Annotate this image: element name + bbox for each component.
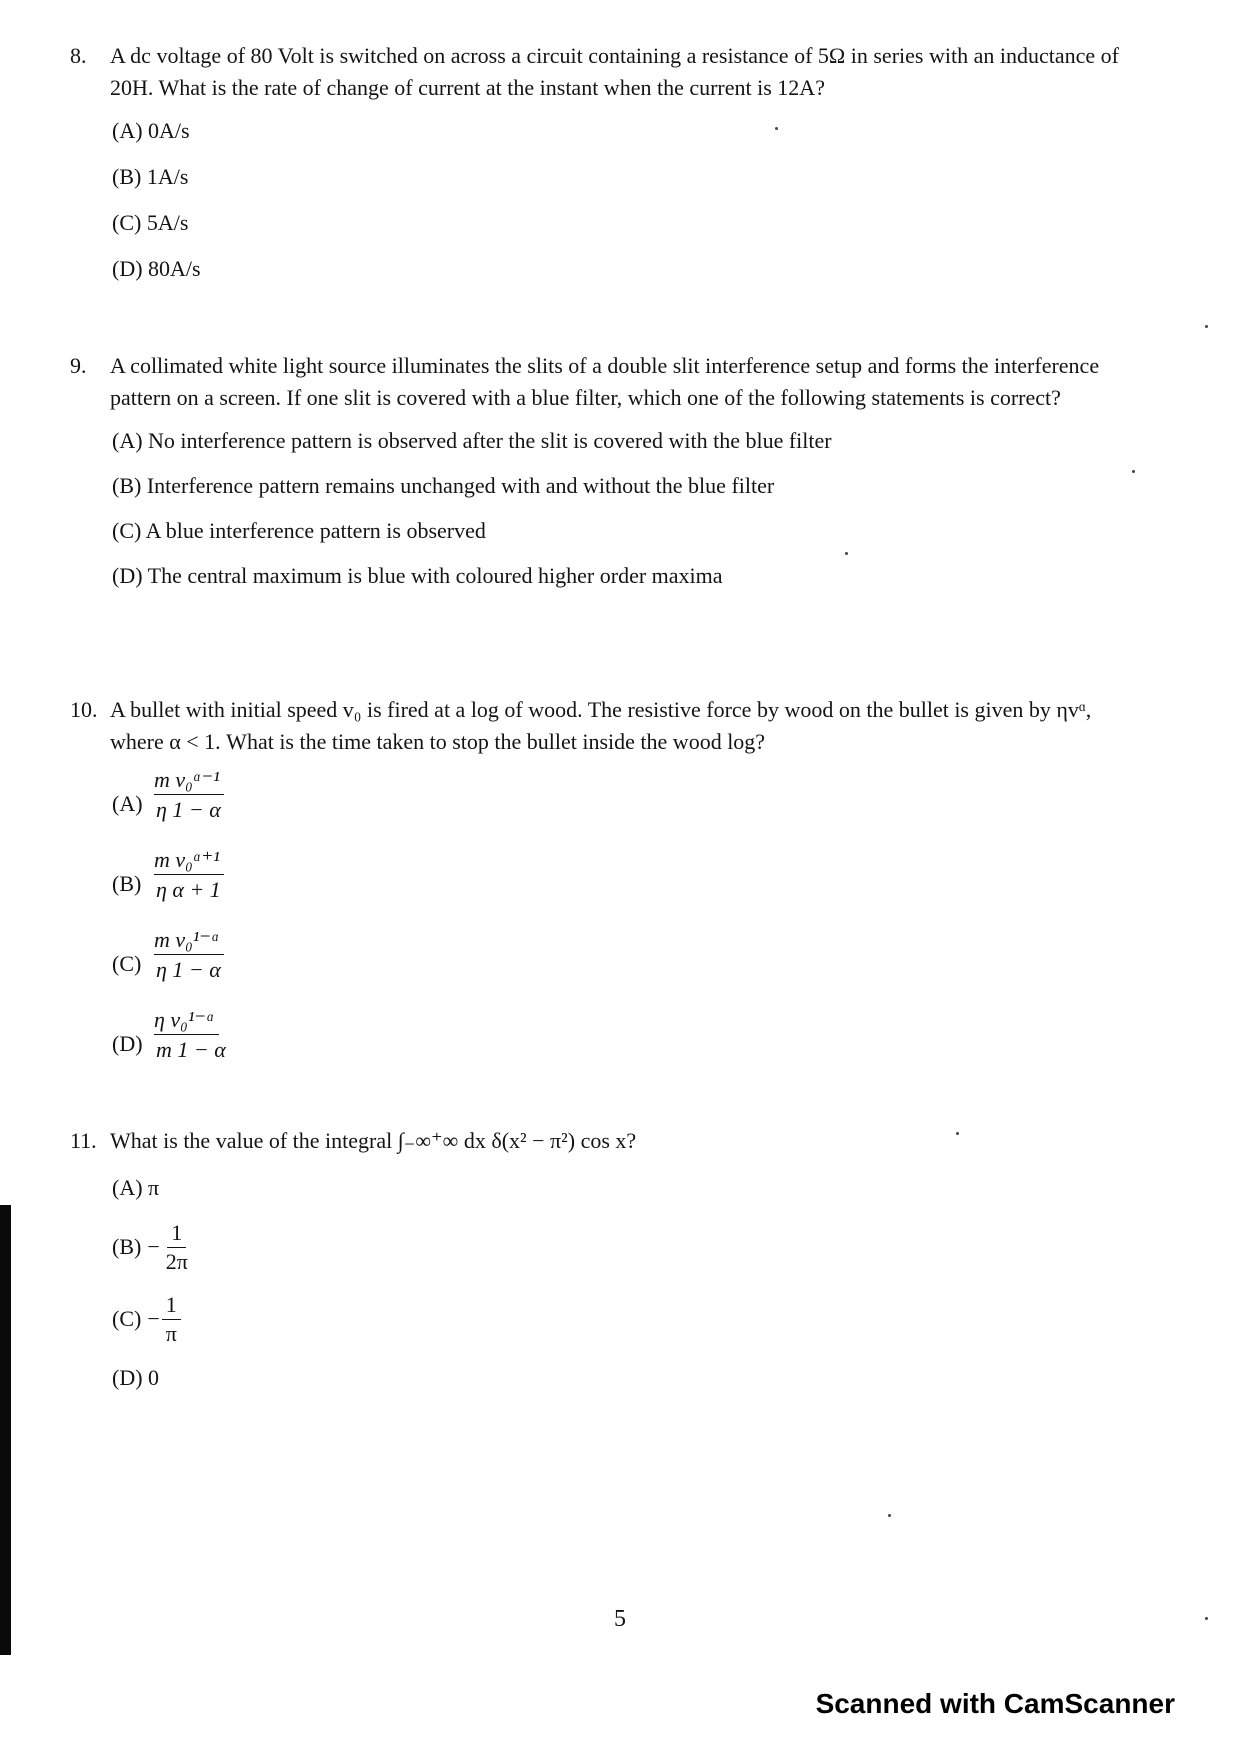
option-a [112,764,1140,844]
question-number: 10. [70,697,98,722]
question-text: A bullet with initial speed v₀ is fired at a log of wood. The resistive force by wood on the bullet is given by ηvᵅ, where α < 1. What is the time taken to stop the bullet inside the wood log? [110,697,1092,754]
scan-speck [956,1132,959,1135]
question-number: 8. [70,43,87,68]
option-d [112,1355,1140,1401]
denominator: η 1 − α [156,957,221,982]
scan-speck [1205,1617,1208,1620]
page-number: 5 [614,1606,626,1632]
option-c [112,1283,1140,1355]
numerator: 1 [162,1291,181,1320]
option-d [112,1004,1140,1084]
option-b [112,1211,1140,1283]
fraction [162,1291,181,1348]
question-11 [70,1125,1140,1401]
question-text: What is the value of the integral ∫₋∞⁺∞ dx δ(x² − π²) cos x? [110,1128,637,1153]
option-d: (D) 80A/s [112,256,201,281]
question-number: 11. [70,1128,97,1153]
question-text: A dc voltage of 80 Volt is switched on across a circuit containing a resistance of 5Ω in series with an inductance of 20H. What is the rate of change of current at the instant when the current is 12A? [110,43,1119,100]
option-c: (C) A blue interference pattern is observed [112,518,486,543]
denominator: η α + 1 [156,877,221,902]
option-a [112,1165,1140,1211]
minus-sign: − [147,1234,160,1259]
option-label: (A) [112,1175,143,1200]
scan-speck [845,552,848,555]
scan-speck [775,127,778,130]
fraction [154,924,224,985]
option-label: (D) [112,1365,143,1390]
option-value: π [148,1175,160,1200]
numerator: m v₀ᵅ⁺¹ [154,844,224,875]
option-b [112,844,1140,924]
numerator: 1 [167,1219,186,1248]
question-number: 9. [70,353,87,378]
option-b: (B) 1A/s [112,164,189,189]
option-c: (C) 5A/s [112,210,189,235]
fraction [162,1219,192,1276]
option-a: (A) 0A/s [112,118,190,143]
scan-speck [1132,470,1135,473]
numerator: m v₀ᵅ⁻¹ [154,764,224,795]
option-c [112,924,1140,1004]
fraction [154,844,224,905]
question-8 [70,40,1140,292]
option-a: (A) No interference pattern is observed after the slit is covered with the blue filter [112,428,832,453]
option-label: (B) [112,871,142,896]
option-label: (A) [112,791,143,816]
question-text: A collimated white light source illuminates the slits of a double slit interference setup and forms the interference pattern on a screen. If one slit is covered with a blue filter, which one of the following statements is correct? [110,353,1100,410]
scan-border-edge [0,1205,11,1655]
camscanner-watermark: Scanned with CamScanner [815,1688,1175,1719]
denominator: π [165,1320,177,1346]
option-b: (B) Interference pattern remains unchanged with and without the blue filter [112,473,775,498]
denominator: η 1 − α [156,797,221,822]
denominator: 2π [165,1248,188,1274]
option-d: (D) The central maximum is blue with coloured higher order maxima [112,563,723,588]
fraction [154,1004,226,1065]
question-9 [70,350,1140,598]
option-label: (B) [112,1234,142,1259]
option-label: (C) [112,951,142,976]
numerator: m v₀¹⁻ᵅ [154,924,224,955]
scan-speck [888,1514,891,1517]
minus-sign: − [147,1306,160,1331]
option-value: 0 [148,1365,160,1390]
fraction [154,764,224,825]
question-10 [70,694,1140,1084]
denominator: m 1 − α [156,1037,226,1062]
numerator: η v₀¹⁻ᵅ [154,1004,219,1035]
scan-speck [1205,325,1208,328]
option-label: (C) [112,1306,142,1331]
option-label: (D) [112,1031,143,1056]
